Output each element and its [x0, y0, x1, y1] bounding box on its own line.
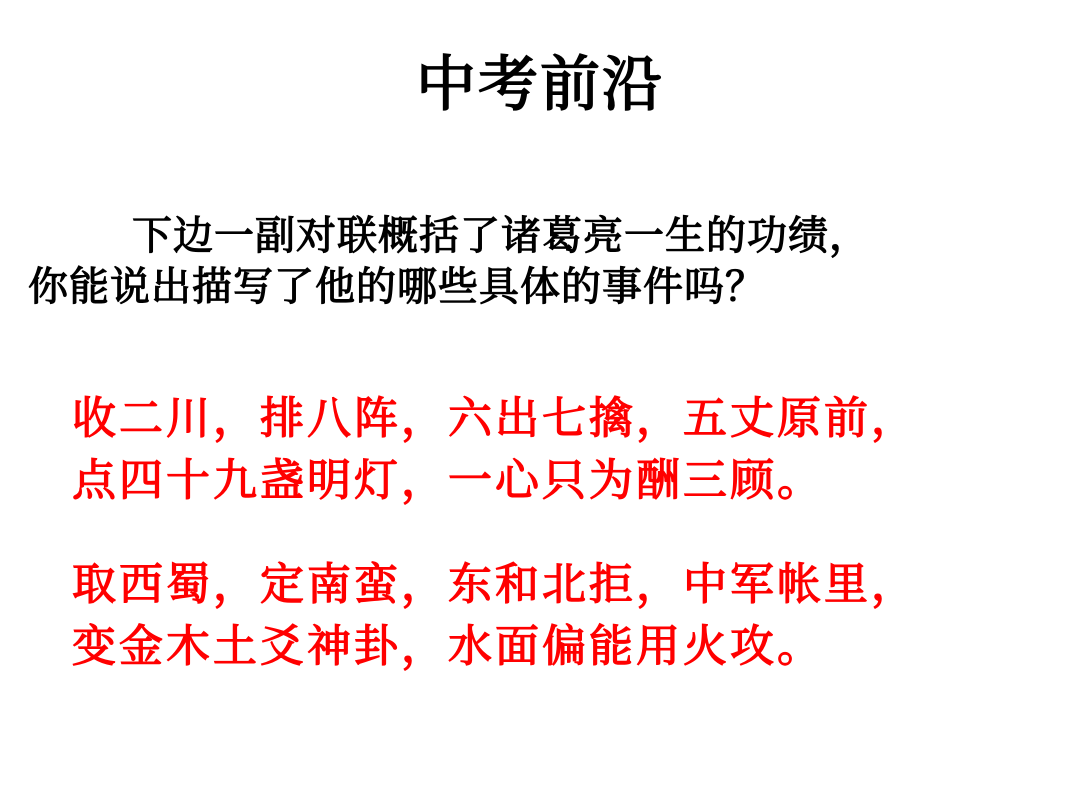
page-title: 中考前沿 — [416, 52, 664, 118]
couplet-first-line-2: 点四十九盏明灯，一心只为酬三顾。 — [72, 456, 824, 506]
couplet-second — [72, 554, 1032, 679]
prompt-line-2: 你能说出描写了他的哪些具体的事件吗？ — [28, 264, 766, 310]
prompt-line-1: 下边一副对联概括了诸葛亮一生的功绩， — [132, 213, 870, 258]
prompt-paragraph — [28, 210, 1038, 312]
couplet-second-line-2: 变金木土爻神卦，水面偏能用火攻。 — [72, 622, 824, 672]
couplet-second-line-1: 取西蜀，定南蛮，东和北拒，中军帐里， — [72, 560, 918, 609]
couplet-first-line-1: 收二川，排八阵，六出七擒，五丈原前， — [72, 394, 918, 443]
couplet-first — [72, 388, 1032, 513]
